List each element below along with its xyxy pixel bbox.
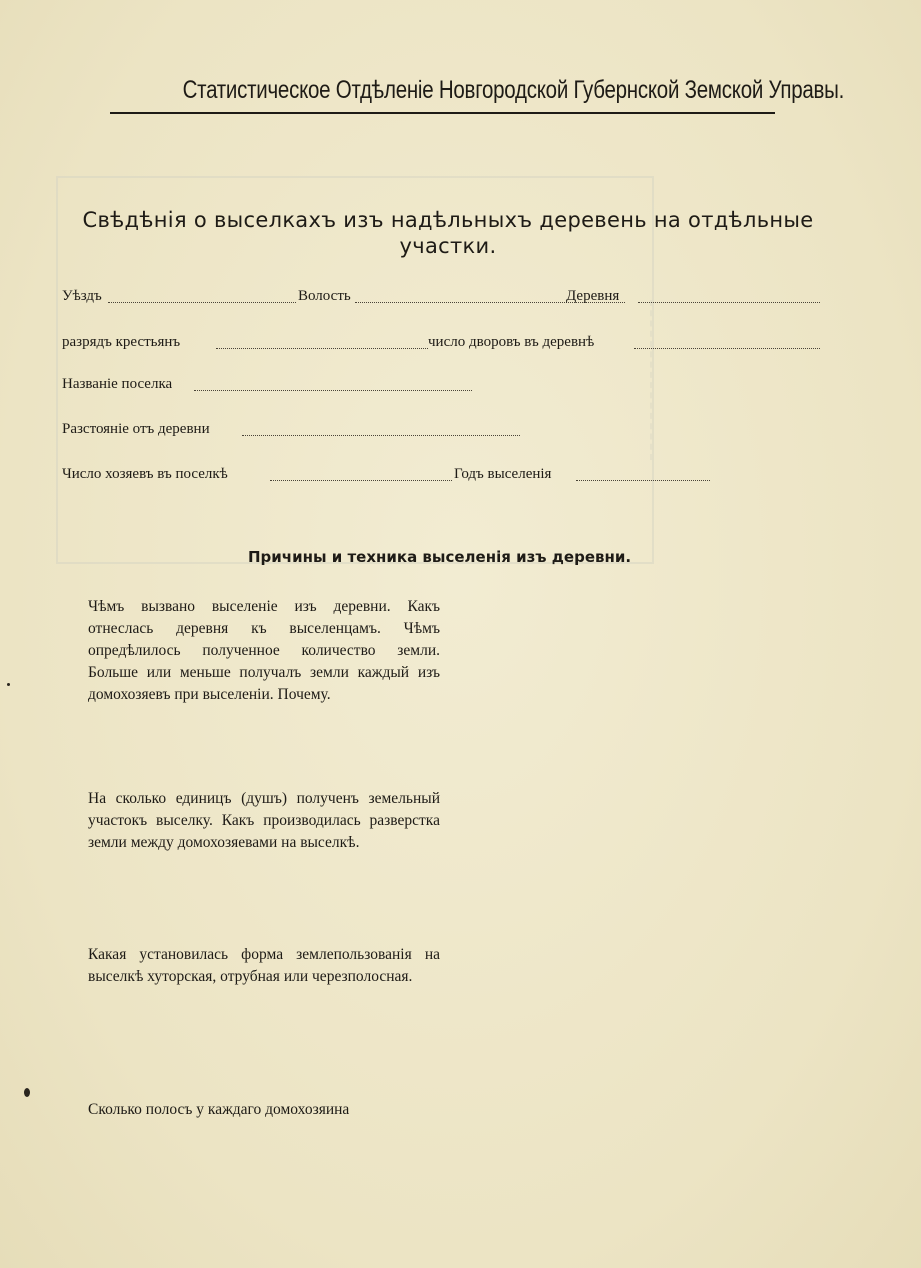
question-4: Сколько полосъ у каждаго домохозяина <box>88 1101 350 1118</box>
ink-spot <box>24 1088 30 1097</box>
chislo-hozyaev-blank <box>270 480 452 481</box>
rasstoyanie-blank <box>242 435 520 436</box>
header-rule <box>110 112 775 114</box>
question-3: Какая установилась форма землепользованія на выселкѣ хуторская, отрубная или черезполосная. <box>88 946 440 985</box>
field-row-location <box>62 288 822 308</box>
uezd-blank <box>108 302 296 303</box>
chislo-dvorov-label: число дворовъ въ деревнѣ <box>428 334 595 350</box>
field-row-category <box>62 334 822 354</box>
uezd-label: Уѣздъ <box>62 288 102 304</box>
derevnya-label: Деревня <box>566 288 620 304</box>
rasstoyanie-label: Разстояніе отъ деревни <box>62 421 210 437</box>
razryad-label: разрядъ крестьянъ <box>62 334 181 350</box>
god-label: Годъ выселенія <box>454 466 552 482</box>
form-title: Свѣдѣнія о выселкахъ изъ надѣльныхъ деревень на отдѣльные участки. <box>82 208 814 258</box>
razryad-blank <box>216 348 428 349</box>
question-1: Чѣмъ вызвано выселеніе изъ деревни. Какъ отнеслась деревня къ выселенцамъ. Чѣмъ опредѣлилось полученное количество земли. Больше или меньше получалъ земли каждый изъ домохозяевъ при выселеніи. Почему. <box>88 598 440 703</box>
field-row-name <box>62 376 822 396</box>
derevnya-blank <box>638 302 820 303</box>
volost-label: Волость <box>298 288 351 304</box>
question-2: На сколько единицъ (душъ) полученъ земельный участокъ выселку. Какъ производилась разверстка земли между домохозяевами на выселкѣ. <box>88 790 440 851</box>
god-blank <box>576 480 710 481</box>
section-title: Причины и техника выселенія изъ деревни. <box>248 548 632 566</box>
nazvanie-blank <box>194 390 472 391</box>
ink-spot <box>7 683 10 686</box>
chislo-hozyaev-label: Число хозяевъ въ поселкѣ <box>62 466 228 482</box>
office-header <box>110 76 845 105</box>
nazvanie-label: Названіе поселка <box>62 376 173 392</box>
field-row-distance <box>62 421 822 441</box>
chislo-dvorov-blank <box>634 348 820 349</box>
office-title: Статистическое Отдѣленіе Новгородской Губернской Земской Управы. <box>182 76 845 104</box>
field-row-owners <box>62 466 822 486</box>
